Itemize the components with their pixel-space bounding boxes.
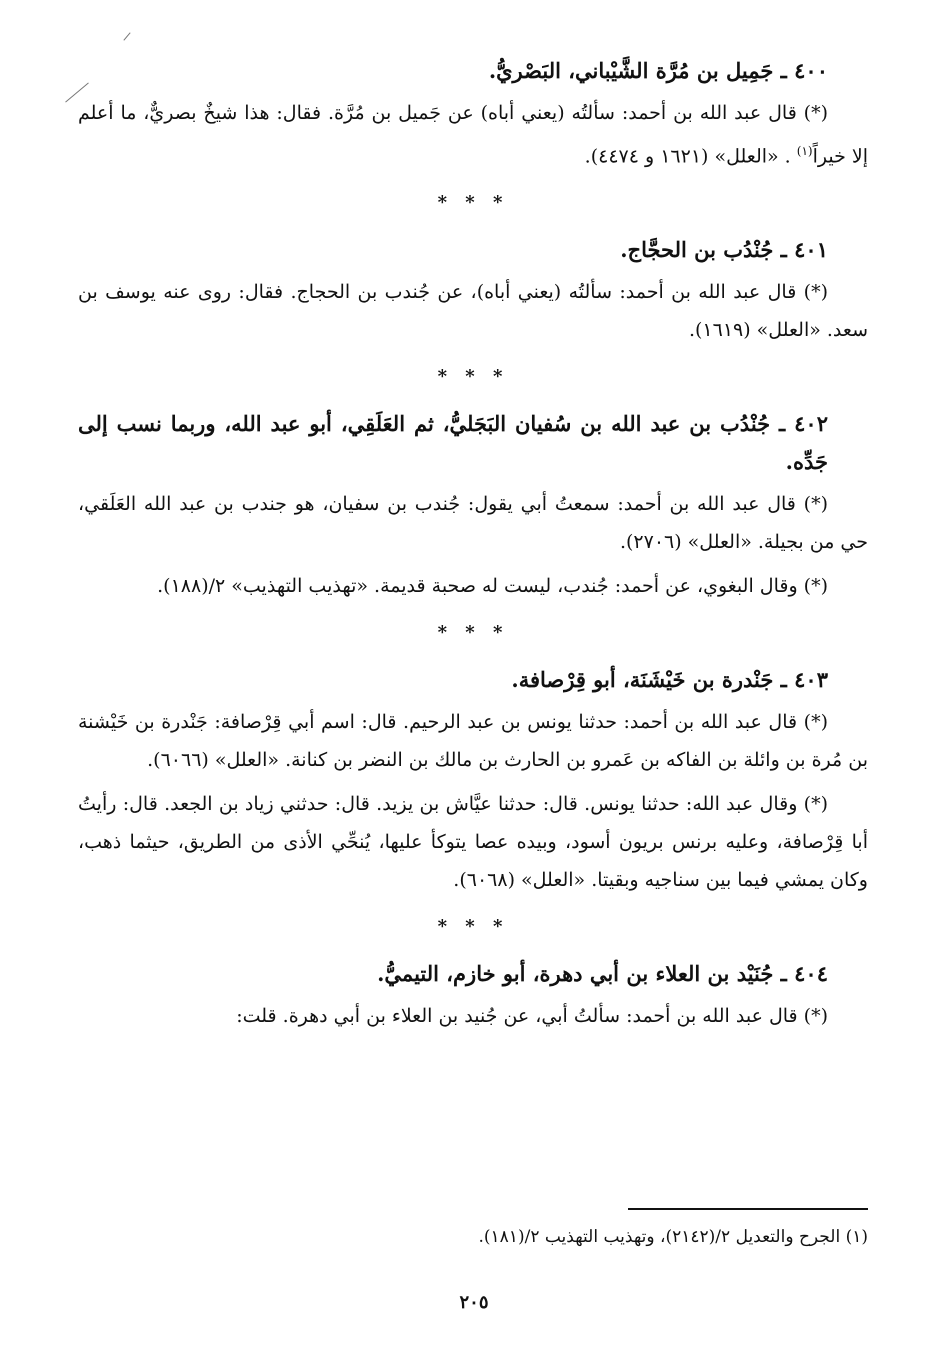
paragraph-text: (*) وقال عبد الله: حدثنا يونس. قال: حدثنا عيَّاش بن يزيد. قال: حدثني زياد بن الجعد. قال: رأيتُ أبا قِرْصافة، وعليه برنس بريون أسود، وبيده عصا يتوكأ عليها، يُنحِّي الأذى من الطريق، حيثما ذهب، وكان يمشي فيما بين سناجيه وبقيتا. «العلل» (٦٠٦٨). (78, 793, 868, 892)
entry-title-404: ٤٠٤ ـ جُنَيْد بن العلاء بن أبي دهرة، أبو خازم، التيميُّ. (377, 961, 828, 987)
entry-paragraph (78, 703, 868, 779)
entry-paragraph (78, 273, 868, 349)
paragraph-text: (*) قال عبد الله بن أحمد: حدثنا يونس بن عبد الرحيم. قال: اسم أبي قِرْصافة: جَنْدرة بن خَيْشنة بن مُرة بن وائلة بن الفاكه بن عَمرو بن الحارث بن مالك بن النضر بن كنانة. «العلل» (٦٠٦٦). (78, 711, 868, 772)
paragraph-text: (*) قال عبد الله بن أحمد: سألتُه (يعني أباه)، عن جُندب بن الحجاج. فقال: روى عنه يوسف بن سعد. «العلل» (١٦١٩). (78, 281, 868, 342)
entry-paragraph (78, 94, 868, 175)
paragraph-text: (*) قال عبد الله بن أحمد: سألتُه (يعني أباه) عن جَميل بن مُرَّة. فقال: هذا شيخٌ بصريٌّ، ما أعلم إلا خيراً (78, 102, 868, 168)
section-separator: * * * (437, 622, 509, 644)
scan-mark (123, 32, 130, 40)
footnote-rule (628, 1208, 868, 1210)
entry-title-401: ٤٠١ ـ جُنْدُب بن الحجَّاج. (620, 237, 828, 263)
section-separator: * * * (437, 916, 509, 938)
entry-title-402: ٤٠٢ ـ جُنْدُب بن عبد الله بن سُفيان البَجَليُّ، ثم العَلَقِي، أبو عبد الله، وربما نسب إلى جَدِّه. (78, 411, 828, 475)
entry-title-400: ٤٠٠ ـ جَمِيل بن مُرَّة الشَّيْباني، البَصْريُّ. (488, 58, 828, 83)
paragraph-text: (*) وقال البغوي، عن أحمد: جُندب، ليست له صحبة قديمة. «تهذيب التهذيب» ٢/(١٨٨). (157, 575, 828, 598)
entry-paragraph (78, 567, 868, 605)
paragraph-text: (*) قال عبد الله بن أحمد: سمعتُ أبي يقول: جُندب بن سفيان، هو جندب بن عبد الله العَلَقي، حي من بجيلة. «العلل» (٢٧٠٦). (78, 493, 868, 554)
page-number: ٢٠٥ (459, 1292, 489, 1313)
footnote-marker[interactable]: (١) (796, 144, 813, 158)
page-body (78, 52, 868, 1041)
footnote: (١) الجرح والتعديل ٢/(٢١٤٢)، وتهذيب التهذيب ٢/(١٨١). (478, 1227, 868, 1247)
entry-paragraph (78, 785, 868, 899)
section-separator: * * * (437, 192, 509, 214)
entry-paragraph (78, 485, 868, 561)
entry-title-403: ٤٠٣ ـ جَنْدرة بن خَيْشَنَة، أبو قِرْصافة. (511, 667, 828, 693)
section-separator: * * * (437, 366, 509, 388)
entry-paragraph (78, 997, 868, 1035)
paragraph-text: . «العلل» (١٦٢١ و ٤٤٧٤). (584, 145, 797, 168)
paragraph-text: (*) قال عبد الله بن أحمد: سألتُ أبي، عن جُنيد بن العلاء بن أبي دهرة. قلت: (236, 1005, 828, 1028)
